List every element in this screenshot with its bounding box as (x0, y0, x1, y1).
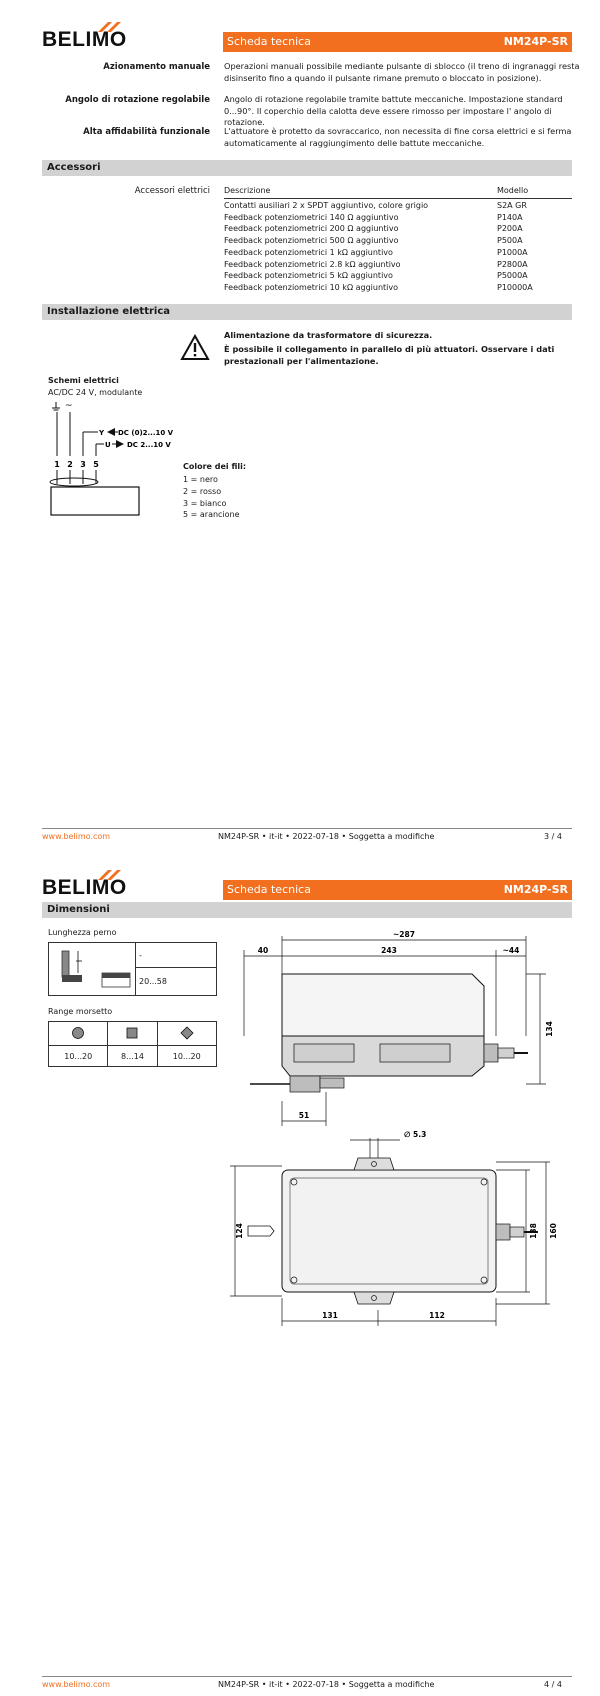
shaft-icon (50, 943, 134, 993)
feature-label-reliability: Alta affidabilità funzionale (83, 127, 210, 137)
accessory-model: P2800A (497, 259, 528, 269)
feature-label-angle: Angolo di rotazione regolabile (65, 95, 210, 105)
feature-text-reliability: L'attuatore è protetto da sovraccarico, non necessita di fine corsa elettrici e si ferma automaticamente al raggiungimento delle battute meccaniche. (224, 126, 572, 148)
terminal-label: 1 (54, 460, 60, 469)
section-title: Dimensioni (47, 904, 110, 915)
dim-height: 134 (545, 1021, 554, 1037)
clamp-value-diamond: 10...20 (157, 1046, 217, 1067)
dim-width-124: 124 (235, 1223, 244, 1239)
signal-y-label: Y (99, 429, 105, 437)
col-header-model: Modello (497, 186, 529, 195)
wiring-diagram (44, 398, 204, 520)
dim-bottom-112: 112 (429, 1311, 445, 1320)
wire-color-title: Colore dei fili: (183, 462, 247, 471)
section-dimensions (42, 902, 572, 918)
dim-left: 40 (257, 946, 269, 955)
warning-text-1: Alimentazione da trasformatore di sicurezza. (224, 330, 433, 340)
shaft-value-range: 20...58 (136, 968, 217, 996)
signal-u-text: DC 2...10 V (127, 441, 171, 449)
svg-text:~: ~ (65, 401, 73, 411)
shaft-length-title: Lunghezza perno (48, 928, 117, 937)
footer-website-link[interactable]: www.belimo.com (42, 1680, 111, 1689)
schema-title: Schemi elettrici (48, 376, 119, 385)
accessory-model: P10000A (497, 282, 533, 292)
doc-title: Scheda tecnica (227, 883, 311, 896)
wire-item: 5 = arancione (183, 510, 240, 520)
accessory-desc: Feedback potenziometrici 1 kΩ aggiuntivo (224, 247, 393, 257)
accessory-desc: Feedback potenziometrici 500 Ω aggiuntivo (224, 236, 399, 246)
clamp-value-square: 8...14 (108, 1046, 157, 1067)
accessory-desc: Contatti ausiliari 2 x SPDT aggiuntivo, colore grigio (224, 201, 429, 210)
dim-mid: 243 (381, 946, 397, 955)
signal-y-text: DC (0)2...10 V (118, 429, 174, 437)
wire-color-list (183, 474, 240, 521)
dim-right: ~44 (502, 946, 520, 955)
accessory-model: P500A (497, 236, 523, 246)
section-title: Accessori (47, 162, 101, 173)
round-shaft-icon (70, 1026, 86, 1040)
accessory-desc: Feedback potenziometrici 2.8 kΩ aggiuntivo (224, 259, 401, 269)
terminal-label: 2 (67, 460, 73, 469)
wire-item: 2 = rosso (183, 486, 222, 496)
terminal-labels (54, 460, 99, 469)
feature-text-manual: Operazioni manuali possibile mediante pulsante di sblocco (il treno di ingranaggi resta disinserito fino a quando il pulsante rimane premuto o bloccato in posizione). (224, 61, 580, 83)
diamond-shaft-icon (179, 1026, 195, 1040)
section-accessories (42, 160, 572, 176)
footer-rule (42, 828, 572, 829)
footer-info: NM24P-SR • it-it • 2022-07-18 • Soggetta a modifiche (218, 1680, 435, 1689)
warning-icon (180, 334, 210, 361)
accessory-model: P1000A (497, 247, 528, 257)
header-bar (223, 32, 572, 52)
clamp-range-title: Range morsetto (48, 1007, 113, 1016)
belimo-logo (42, 28, 127, 52)
page-number: 4 / 4 (544, 1680, 562, 1689)
wire-item: 3 = bianco (183, 498, 227, 508)
accessory-desc: Feedback potenziometrici 140 Ω aggiuntivo (224, 212, 399, 222)
logo-flame-icon (94, 20, 126, 34)
page-number: 3 / 4 (544, 832, 562, 841)
clamp-range-table (48, 1021, 217, 1067)
shaft-length-table (48, 942, 217, 996)
logo-flame-icon (94, 868, 126, 882)
table-header-rule (224, 198, 572, 199)
header-bar (223, 880, 572, 900)
page-4 (0, 848, 600, 1696)
doc-model: NM24P-SR (503, 883, 568, 896)
round-shaft-icon-cell (49, 1022, 108, 1046)
dim-total-length: ~287 (393, 930, 415, 939)
terminal-label: 3 (80, 460, 86, 469)
clamp-value-round: 10...20 (49, 1046, 108, 1067)
accessory-desc: Feedback potenziometrici 10 kΩ aggiuntivo (224, 282, 399, 292)
square-shaft-icon-cell (108, 1022, 157, 1046)
diamond-shaft-icon-cell (157, 1022, 217, 1046)
square-shaft-icon (124, 1026, 140, 1040)
dimension-drawing (230, 926, 580, 1486)
accessory-model: S2A GR (497, 201, 527, 210)
doc-model: NM24P-SR (503, 35, 568, 48)
wire-item: 1 = nero (183, 475, 218, 484)
feature-label-manual: Azionamento manuale (103, 62, 210, 72)
belimo-logo (42, 876, 127, 900)
section-title: Installazione elettrica (47, 306, 171, 317)
dim-bottom-131: 131 (322, 1311, 338, 1320)
accessory-desc: Feedback potenziometrici 200 Ω aggiuntivo (224, 224, 399, 234)
dim-hole: ∅ 5.3 (404, 1130, 427, 1139)
feature-text-angle: Angolo di rotazione regolabile tramite battute meccaniche. Impostazione standard 0...90°. Il coperchio della calotta deve essere rimosso per impostare l' angolo di rotazione. (224, 94, 563, 127)
accessory-model: P140A (497, 212, 523, 222)
footer-rule (42, 1676, 572, 1677)
dim-width-138: 138 (529, 1223, 538, 1239)
accessories-label: Accessori elettrici (134, 186, 210, 196)
accessory-model: P200A (497, 224, 523, 234)
dim-foot: 51 (298, 1111, 310, 1120)
doc-title: Scheda tecnica (227, 35, 311, 48)
accessory-model: P5000A (497, 271, 528, 281)
dim-width-160: 160 (549, 1223, 558, 1239)
schema-subtitle: AC/DC 24 V, modulante (48, 388, 143, 397)
logo-text: BELIMO (42, 876, 127, 899)
section-electrical (42, 304, 572, 320)
shaft-value-min: - (136, 943, 217, 968)
signal-u-label: U (105, 441, 111, 449)
footer-website-link[interactable]: www.belimo.com (42, 832, 111, 841)
shaft-icon-cell (49, 943, 136, 996)
footer-info: NM24P-SR • it-it • 2022-07-18 • Soggetta a modifiche (218, 832, 435, 841)
terminal-label: 5 (93, 460, 99, 469)
logo-text: BELIMO (42, 28, 127, 51)
col-header-desc: Descrizione (224, 186, 271, 195)
warning-text-2: È possibile il collegamento in parallelo di più attuatori. Osservare i dati prestazionali per l'alimentazione. (224, 344, 555, 366)
accessory-desc: Feedback potenziometrici 5 kΩ aggiuntivo (224, 271, 393, 281)
